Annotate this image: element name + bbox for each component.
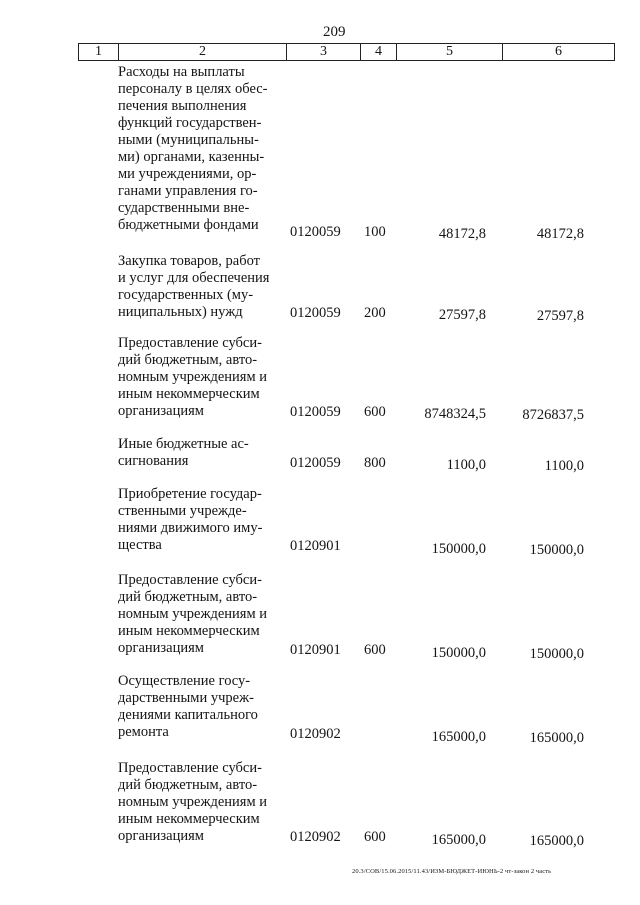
row-amount-col5: 27597,8: [438, 307, 486, 323]
row-amount-col6: 8726837,5: [522, 407, 584, 423]
row-description: Осуществление госу- дарственными учреж- дениями капитального ремонта: [118, 673, 258, 740]
row-amount-col6: 1100,0: [544, 458, 584, 474]
row-code: 0120059: [290, 224, 341, 240]
column-header-5: 5: [397, 44, 503, 61]
row-description: Иные бюджетные ас- сигнования: [118, 436, 249, 469]
row-amount-col6: 27597,8: [536, 308, 584, 324]
row-amount-col6: 150000,0: [529, 542, 584, 558]
row-amount-col5: 150000,0: [431, 645, 486, 661]
column-header-6: 6: [503, 44, 615, 61]
row-code: 0120902: [290, 726, 341, 742]
row-amount-col5: 165000,0: [431, 729, 486, 745]
row-code: 0120901: [290, 642, 341, 658]
row-expense-type: 200: [364, 305, 386, 321]
row-description: Предоставление субси- дий бюджетным, авто- номным учреждениям и иным некоммерческим организациям: [118, 760, 268, 844]
row-code: 0120901: [290, 538, 341, 554]
row-amount-col6: 48172,8: [536, 226, 584, 242]
row-expense-type: 100: [364, 224, 386, 240]
row-description: Приобретение государ- ственными учрежде- ниями движимого иму- щества: [118, 486, 263, 553]
row-expense-type: 800: [364, 455, 386, 471]
row-amount-col5: 8748324,5: [424, 406, 486, 422]
row-amount-col5: 150000,0: [431, 541, 486, 557]
column-header-3: 3: [287, 44, 361, 61]
row-expense-type: 600: [364, 642, 386, 658]
column-header-row: [79, 44, 615, 61]
row-code: 0120059: [290, 404, 341, 420]
column-header-4: 4: [361, 44, 397, 61]
page-number: 209: [323, 24, 346, 40]
row-amount-col5: 48172,8: [438, 226, 486, 242]
row-amount-col5: 165000,0: [431, 832, 486, 848]
row-description: Расходы на выплаты персоналу в целях обес- печения выполнения функций государствен- ными (муниципальны- ми) органами, казенны- ми учреждениями, ор- ганами управления го- сударственными вне- бюджетными фондами: [118, 64, 268, 233]
column-header-2: 2: [119, 44, 287, 61]
row-description: Предоставление субси- дий бюджетным, авто- номным учреждениям и иным некоммерческим организациям: [118, 572, 268, 656]
row-code: 0120059: [290, 455, 341, 471]
row-amount-col6: 150000,0: [529, 646, 584, 662]
row-description: Закупка товаров, работ и услуг для обеспечения государственных (му- ниципальных) нужд: [118, 253, 270, 320]
row-amount-col6: 165000,0: [529, 833, 584, 849]
row-code: 0120059: [290, 305, 341, 321]
column-header-1: 1: [79, 44, 119, 61]
row-expense-type: 600: [364, 829, 386, 845]
footer-document-reference: 20.3/СОВ/15.06.2015/11.43/ИЗМ-БЮДЖЕТ-ИЮНЬ-2 чт-закон 2 часть: [352, 868, 552, 875]
row-code: 0120902: [290, 829, 341, 845]
row-expense-type: 600: [364, 404, 386, 420]
row-amount-col5: 1100,0: [446, 457, 486, 473]
column-header-table: [78, 43, 615, 61]
row-amount-col6: 165000,0: [529, 730, 584, 746]
row-description: Предоставление субси- дий бюджетным, авто- номным учреждениям и иным некоммерческим организациям: [118, 335, 268, 419]
